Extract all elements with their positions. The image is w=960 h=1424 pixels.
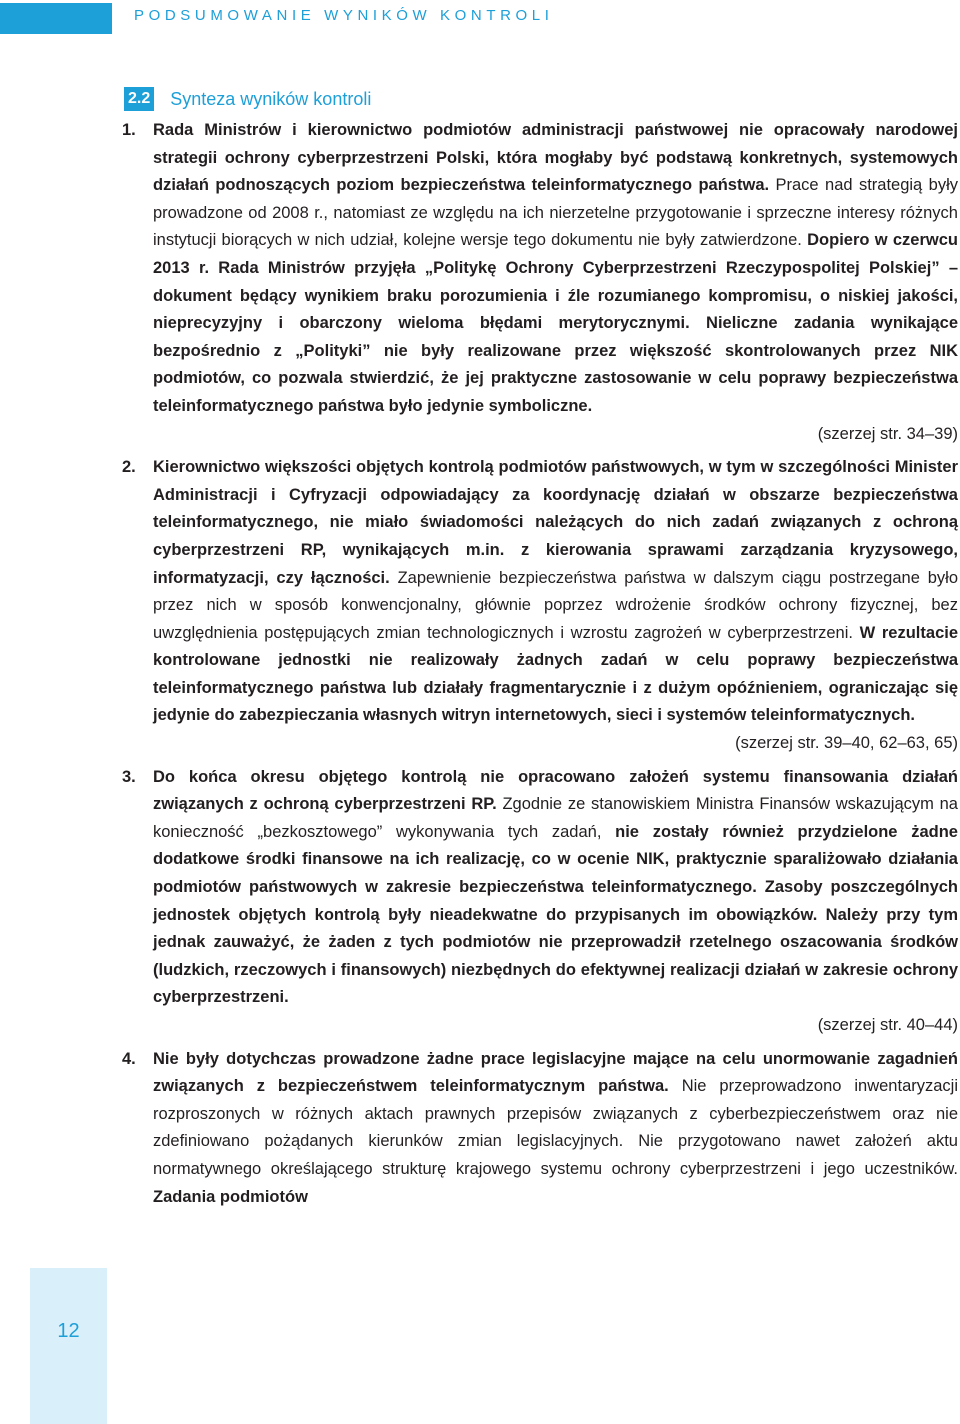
finding-text-bold: Zadania podmiotów	[153, 1187, 308, 1206]
finding-text-bold: Nie były dotychczas prowadzone żadne prace legislacyjne mające na celu unormowanie zagadnień związanych z bezpieczeństwem teleinformatycznym państwa.	[153, 1049, 958, 1096]
page-reference: (szerzej str. 39–40, 62–63, 65)	[735, 734, 958, 753]
finding-item	[122, 454, 958, 758]
findings-list	[122, 117, 958, 1211]
finding-text-regular: Zgodnie ze stanowiskiem Ministra Finansów wskazującym na konieczność „bezkosztowego” wykonywania tych zadań,	[153, 795, 958, 841]
finding-text-bold: W rezultacie kontrolowane jednostki nie realizowały żadnych zadań w celu poprawy bezpieczeństwa teleinformatycznego państwa lub działały fragmentarycznie i z dużym opóźnieniem, ograniczając się jedynie do zabezpieczania własnych witryn internetowych, sieci i systemów teleinformatycznych.	[153, 623, 959, 725]
section-number: 2.2	[124, 87, 154, 111]
finding-number: 4.	[122, 1049, 136, 1068]
running-header: PODSUMOWANIE WYNIKÓW KONTROLI	[134, 7, 554, 24]
finding-text-bold: Rada Ministrów i kierownictwo podmiotów administracji państwowej nie opracowały narodowej strategii ochrony cyberprzestrzeni Polski, która mogłaby być podstawą konkretnych, systemowych działań podnoszących poziom bezpieczeństwa teleinformatycznego państwa.	[153, 121, 958, 195]
finding-text	[153, 117, 958, 421]
finding-text	[153, 1046, 958, 1212]
finding-number: 2.	[122, 458, 136, 477]
page-number-block	[30, 1268, 107, 1424]
finding-text-regular: Nie przeprowadzono inwentaryzacji rozproszonych w różnych aktach prawnych przepisów związanych z cyberbezpieczeństwem oraz nie zdefiniowano pożądanych kierunków zmian legislacyjnych. Nie przygotowano nawet założeń aktu normatywnego określającego strukturę krajowego systemu ochrony cyberprzestrzeni i jego uczestników.	[153, 1077, 959, 1178]
finding-number: 1.	[122, 121, 136, 139]
section-title: Synteza wyników kontroli	[170, 88, 372, 109]
finding-text-bold: Do końca okresu objętego kontrolą nie opracowano założeń systemu finansowania działań związanych z ochroną cyberprzestrzeni RP.	[153, 767, 958, 814]
finding-text-regular: Zapewnienie bezpieczeństwa państwa w dalszym ciągu postrzegane było przez nich w sposób konwencjonalny, głównie poprzez wdrożenie środków ochrony fizycznej, bez uwzględnienia postępujących zmian technologicznych i wzrostu zagrożeń w cyberprzestrzeni.	[153, 568, 958, 642]
finding-item	[122, 1046, 958, 1212]
finding-item	[122, 117, 958, 448]
finding-item	[122, 764, 958, 1040]
section-heading	[124, 86, 371, 112]
finding-text-bold: Kierownictwo większości objętych kontrolą podmiotów państwowych, w tym w szczególności Minister Administracji i Cyfryzacji odpowiadający za koordynację działań w obszarze bezpieczeństwa teleinformatycznego, nie miało świadomości należących do nich zadań związanych z ochroną cyberprzestrzeni RP, wynikających m.in. z kierowania sprawami zarządzania kryzysowego, informatyzacji, czy łączności.	[153, 458, 958, 587]
finding-text-regular: Prace nad strategią były prowadzone od 2008 r., natomiast ze względu na ich nierzetelne przygotowanie i sprzeczne interesy różnych instytucji biorących w nich udział, kolejne wersje tego dokumentu nie były zatwierdzone.	[153, 176, 958, 250]
page-number: 12	[57, 1320, 80, 1342]
finding-text	[153, 764, 958, 1012]
finding-text	[153, 454, 958, 730]
page-reference: (szerzej str. 34–39)	[817, 424, 958, 443]
finding-number: 3.	[122, 767, 136, 786]
finding-text-bold: Dopiero w czerwcu 2013 r. Rada Ministrów przyjęła „Politykę Ochrony Cyberprzestrzeni Rzeczypospolitej Polskiej” – dokument będący wynikiem braku porozumienia i źle rozumianego kompromisu, o niskiej jakości, nieprecyzyjny i obarczony wieloma błędami merytorycznymi. Nieliczne zadania wynikające bezpośrednio z „Polityki” nie były realizowane przez większość skontrolowanych przez NIK podmiotów, co pozwala stwierdzić, że jej praktyczne zastosowanie w celu poprawy bezpieczeństwa teleinformatycznego państwa było jedynie symboliczne.	[153, 231, 958, 415]
finding-text-bold: nie zostały również przydzielone żadne dodatkowe środki finansowe na ich realizację, co w ocenie NIK, praktycznie sparaliżowało działania podmiotów państwowych w zakresie bezpieczeństwa teleinformatycznego. Zasoby poszczególnych jednostek objętych kontrolą były nieadekwatne do przypisanych im obowiązków. Należy przy tym jednak zauważyć, że żaden z tych podmiotów nie przeprowadził rzetelnego oszacowania środków (ludzkich, rzeczowych i finansowych) niezbędnych do efektywnej realizacji działań w zakresie ochrony cyberprzestrzeni.	[153, 822, 958, 1007]
header-color-bar	[0, 3, 112, 34]
page-reference: (szerzej str. 40–44)	[817, 1016, 958, 1034]
